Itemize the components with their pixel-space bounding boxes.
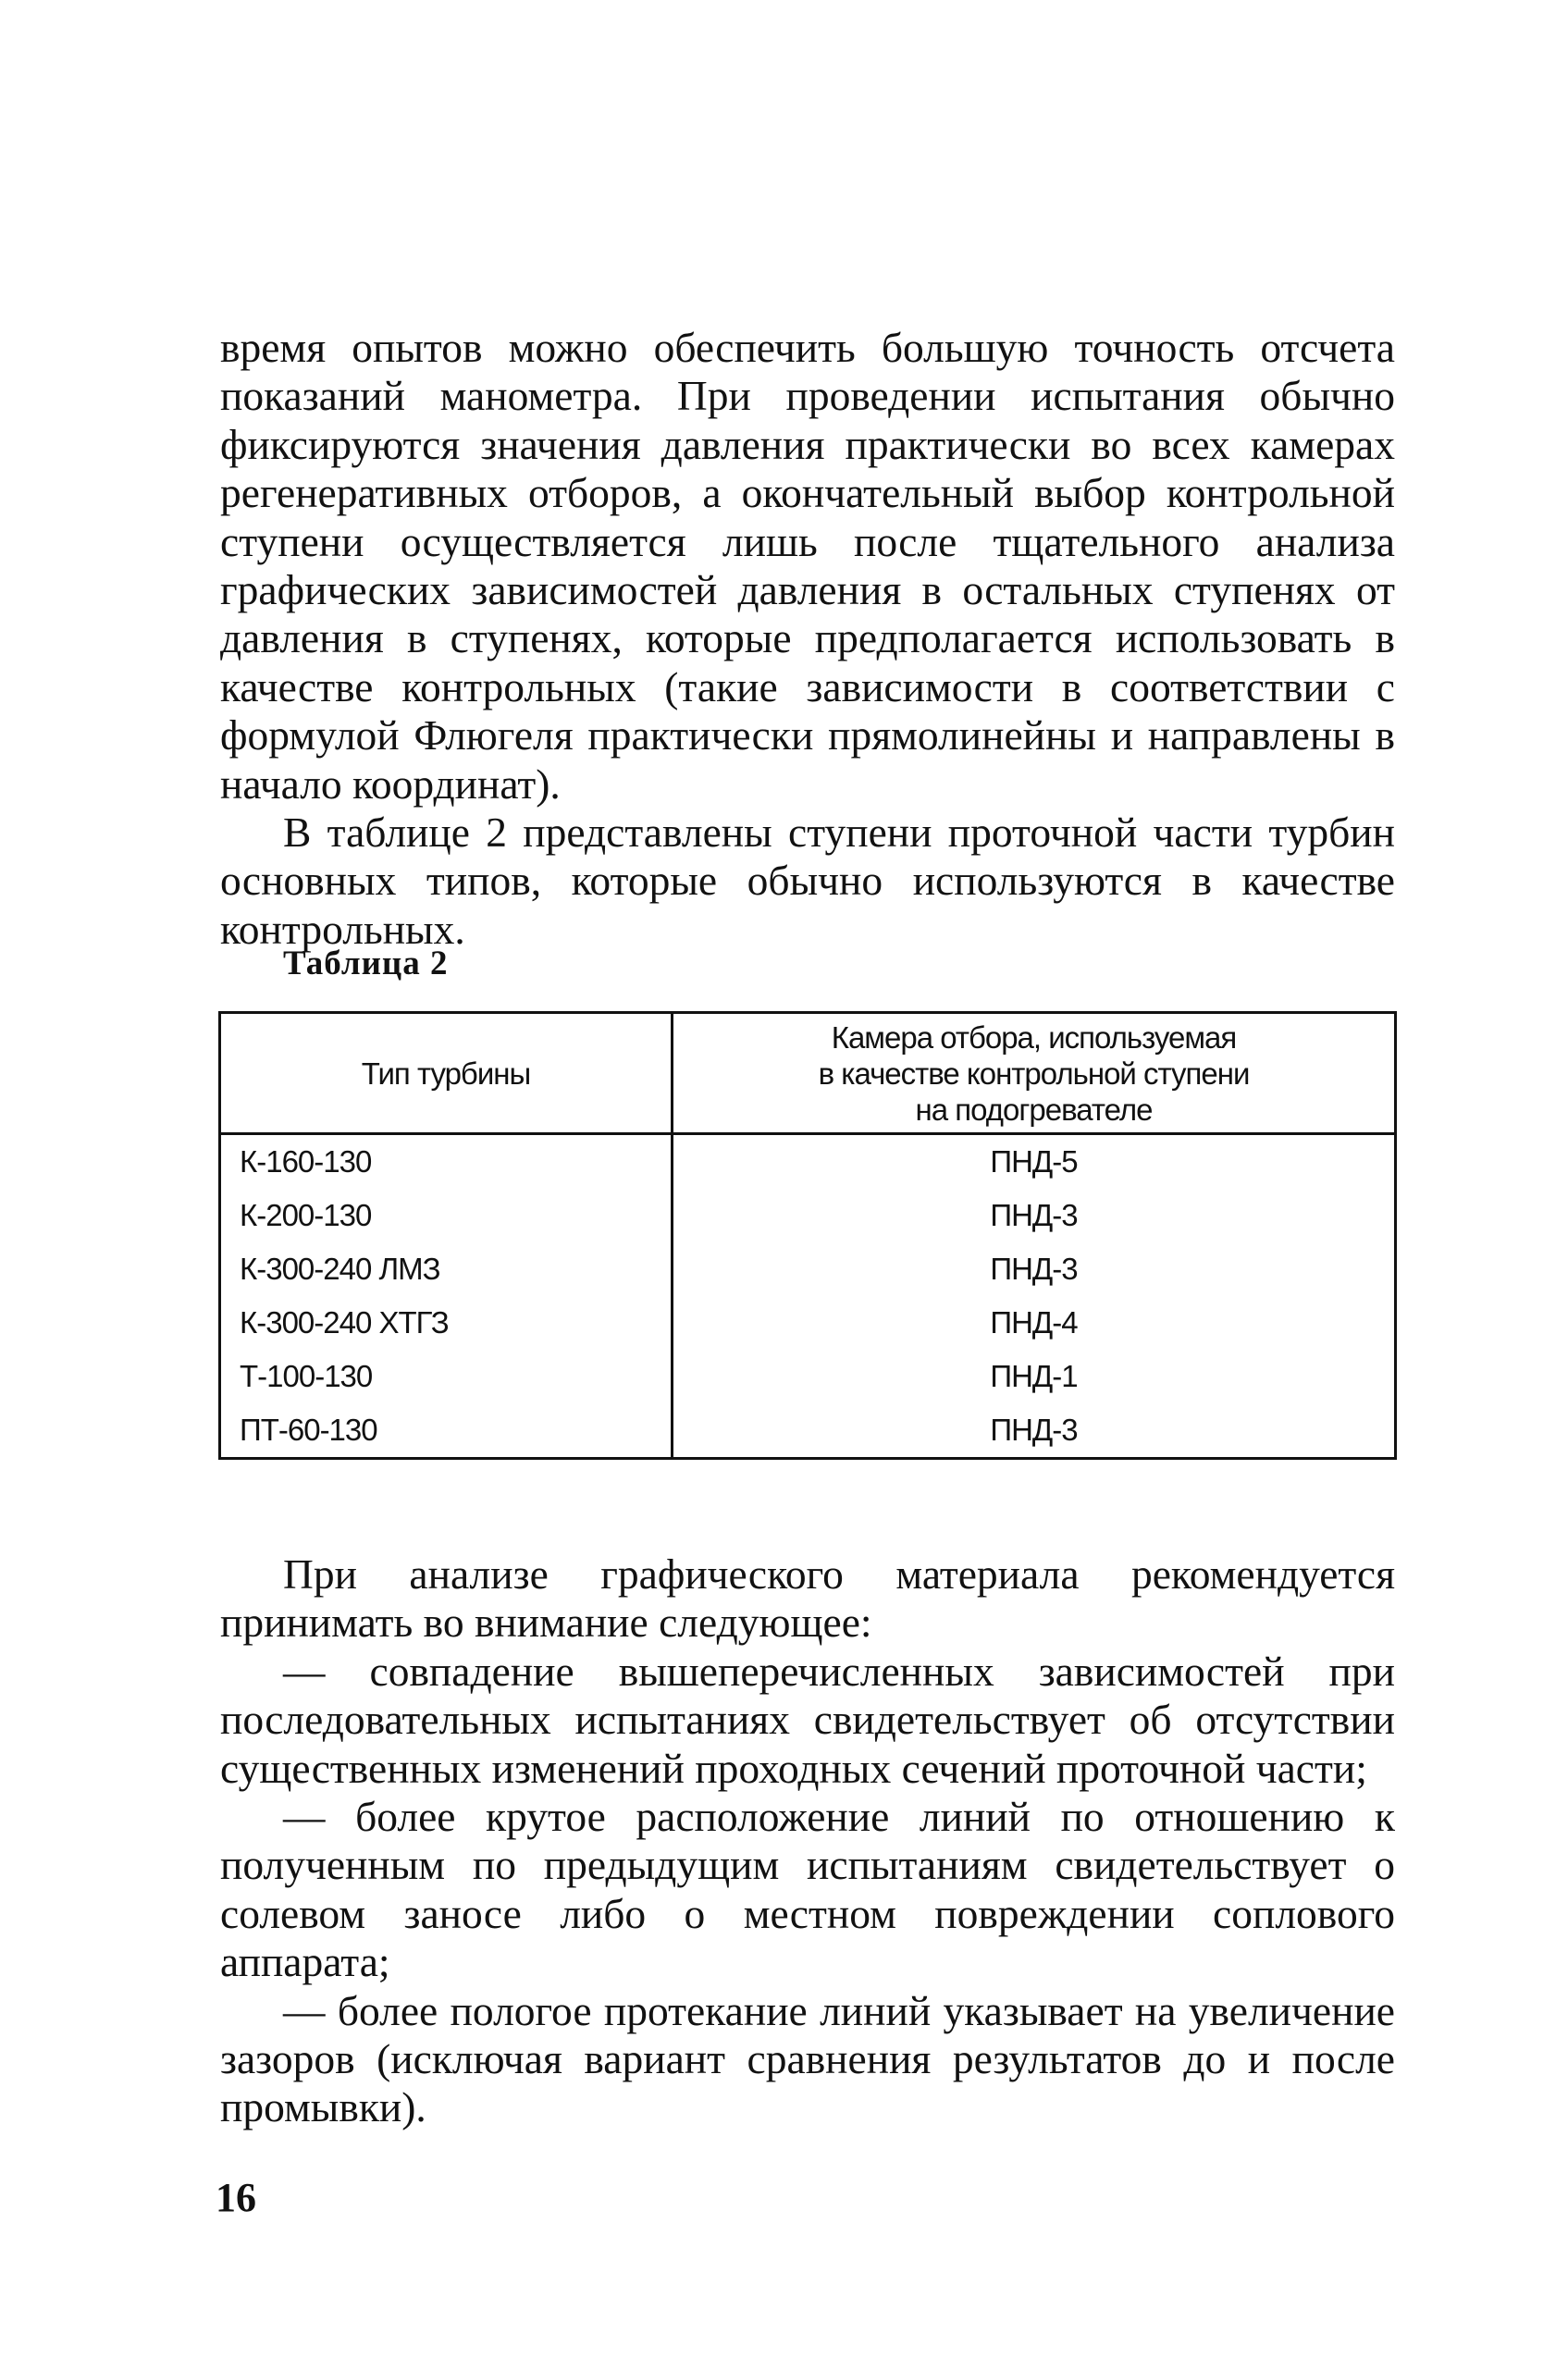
table-row [220,1296,1396,1350]
list-item: — совпадение вышеперечисленных зависимостей при последовательных испытаниях свидетельствует об отсутствии существенных изменений проходных сечений проточной части; [220,1647,1395,1792]
chamber-cell: ПНД-3 [673,1189,1396,1242]
header-chamber-line: Камера отбора, используемая [831,1019,1237,1055]
chamber-cell: ПНД-5 [673,1134,1396,1190]
paragraph-table-reference: В таблице 2 представлены ступени проточной части турбин основных типов, которые обычно используются в качестве контрольных. [220,809,1395,953]
chamber-cell: ПНД-3 [673,1242,1396,1296]
header-turbine-type: Тип турбины [220,1013,673,1134]
table-row [220,1189,1396,1242]
header-chamber-line: в качестве контрольной ступени [818,1056,1250,1091]
turbine-type-cell: К-160-130 [220,1134,673,1190]
analysis-text [220,1550,1395,2132]
turbine-type-cell: Т-100-130 [220,1350,673,1403]
paragraph-analysis-intro: При анализе графического материала рекомендуется принимать во внимание следующее: [220,1550,1395,1647]
table-header-row [220,1013,1396,1134]
paragraph-measurements: время опытов можно обеспечить большую точность отсчета показаний манометра. При проведении испытания обычно фиксируются значения давления практически во всех камерах регенеративных отборов, а окончательный выбор контрольной ступени осуществляется лишь после тщательного анализа графических зависимостей давления в остальных ступенях от давления в ступенях, которые предполагается использовать в качестве контрольных (такие зависимости в соответствии с формулой Флюгеля практически прямолинейны и направлены в начало координат). [220,324,1395,808]
table-row [220,1242,1396,1296]
page-number: 16 [216,2175,256,2220]
header-chamber-line: на подогревателе [915,1092,1153,1127]
table-row [220,1403,1396,1459]
table-row [220,1134,1396,1190]
list-item: — более пологое протекание линий указывает на увеличение зазоров (исключая вариант сравнения результатов до и после промывки). [220,1986,1395,2131]
chamber-cell: ПНД-1 [673,1350,1396,1403]
turbine-type-cell: К-200-130 [220,1189,673,1242]
intro-text [220,324,1395,954]
table-row [220,1350,1396,1403]
turbine-type-cell: ПТ-60-130 [220,1403,673,1459]
chamber-cell: ПНД-4 [673,1296,1396,1350]
table-caption: Таблица 2 [283,945,449,982]
header-extraction-chamber [673,1013,1396,1134]
control-stage-table [218,1011,1397,1460]
list-item: — более крутое расположение линий по отношению к полученным по предыдущим испытаниям свидетельствует о солевом заносе либо о местном повреждении соплового аппарата; [220,1793,1395,1986]
turbine-type-cell: К-300-240 ЛМЗ [220,1242,673,1296]
turbine-type-cell: К-300-240 ХТГЗ [220,1296,673,1350]
chamber-cell: ПНД-3 [673,1403,1396,1459]
